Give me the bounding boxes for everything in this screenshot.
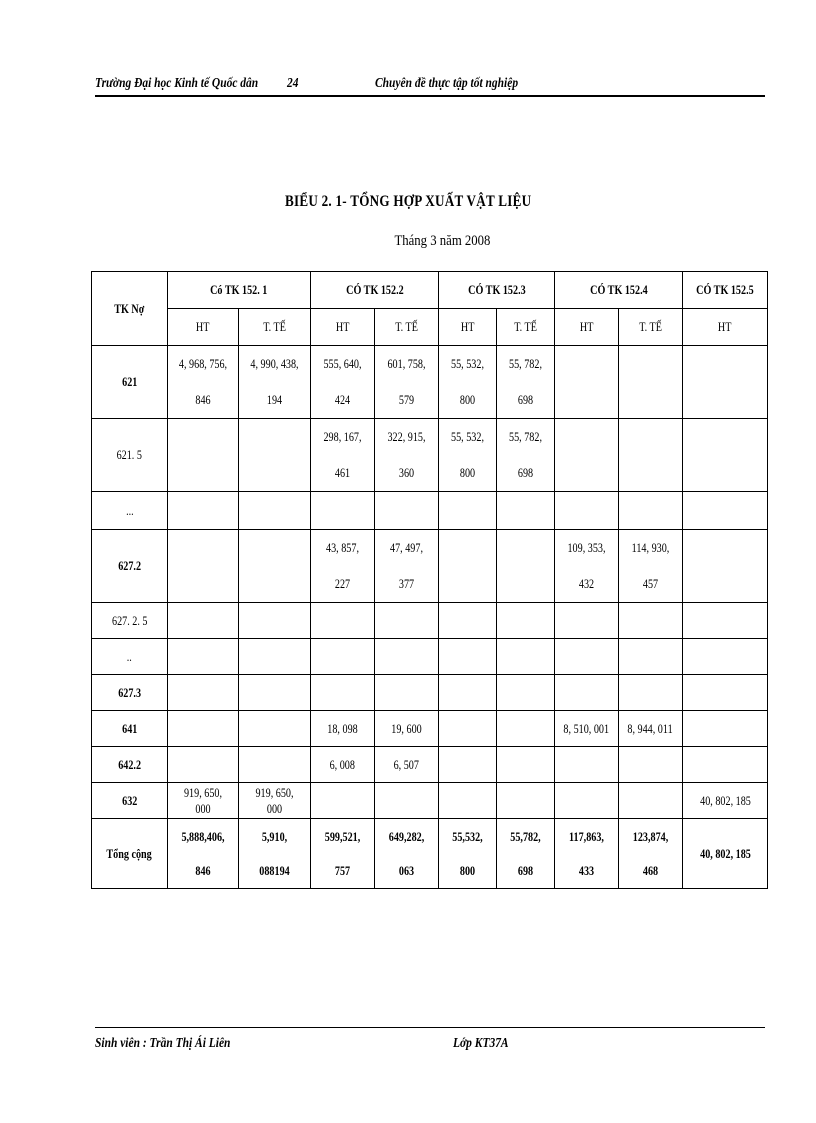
total-value-cell	[375, 819, 439, 889]
value-text: 919, 650, 000	[183, 784, 223, 816]
value-text: 601, 758, 579	[387, 356, 426, 407]
value-cell	[311, 783, 375, 819]
sub-header-text: HT	[460, 319, 475, 334]
value-cell	[168, 747, 239, 783]
header-tk-no	[92, 272, 168, 346]
sub-header-text: HT	[579, 319, 594, 334]
value-text: 8, 944, 011	[627, 720, 674, 736]
total-value-cell	[439, 819, 497, 889]
account-label: 627. 2. 5	[111, 612, 148, 628]
group-header	[555, 272, 683, 309]
value-cell	[168, 419, 239, 492]
value-cell	[375, 639, 439, 675]
total-value-cell	[619, 819, 683, 889]
value-text: 55, 782, 698	[509, 356, 542, 407]
total-value-cell	[168, 819, 239, 889]
value-text: 55, 532, 800	[451, 356, 484, 407]
value-cell	[239, 603, 311, 639]
header-rule	[95, 95, 765, 97]
total-label: Tổng cộng	[106, 845, 153, 861]
student-name: Sinh viên : Trần Thị Ái Liên	[95, 1036, 231, 1051]
value-cell	[168, 530, 239, 603]
account-cell	[92, 419, 168, 492]
total-row	[92, 819, 768, 889]
account-label: ...	[125, 502, 134, 518]
value-cell	[555, 492, 619, 530]
value-cell	[375, 747, 439, 783]
total-value-cell	[683, 819, 768, 889]
table-row	[92, 639, 768, 675]
value-cell	[497, 747, 555, 783]
group-header-text: CÓ TK 152.2	[345, 282, 404, 297]
account-label: 641	[121, 720, 138, 736]
table-row	[92, 346, 768, 419]
value-cell	[168, 675, 239, 711]
sub-header-cell	[497, 309, 555, 346]
account-label: 627.2	[118, 558, 141, 573]
value-cell	[497, 492, 555, 530]
account-label: 627.3	[118, 684, 141, 700]
value-cell	[683, 530, 768, 603]
value-text: 114, 930, 457	[631, 540, 670, 591]
value-cell	[497, 603, 555, 639]
account-cell	[92, 711, 168, 747]
value-text: 47, 497, 377	[390, 540, 423, 591]
account-cell	[92, 747, 168, 783]
value-cell	[439, 346, 497, 419]
group-header	[683, 272, 768, 309]
value-cell	[239, 419, 311, 492]
value-cell	[439, 783, 497, 819]
value-cell	[311, 639, 375, 675]
value-text: 4, 990, 438, 194	[250, 356, 299, 407]
sub-header-text: T. TẾ	[263, 319, 286, 334]
value-cell	[168, 346, 239, 419]
value-cell	[439, 639, 497, 675]
value-cell	[439, 711, 497, 747]
document-title-text: BIỂU 2. 1- TỔNG HỢP XUẤT VẬT LIỆU	[284, 193, 532, 210]
value-text: 55, 532, 800	[451, 429, 484, 480]
value-cell	[311, 346, 375, 419]
value-cell	[375, 675, 439, 711]
value-text: 919, 650, 000	[255, 784, 294, 816]
value-cell	[555, 783, 619, 819]
group-header	[168, 272, 311, 309]
table-row	[92, 783, 768, 819]
value-text: 40, 802, 185	[699, 792, 751, 808]
page-number: 24	[287, 76, 299, 91]
value-cell	[555, 711, 619, 747]
value-cell	[683, 346, 768, 419]
group-header-text: CÓ TK 152.5	[696, 282, 754, 297]
value-cell	[497, 711, 555, 747]
value-cell	[683, 603, 768, 639]
value-cell	[683, 639, 768, 675]
table-row	[92, 603, 768, 639]
sub-header-text: T. TẾ	[395, 319, 418, 334]
page-header	[95, 74, 765, 96]
value-cell	[619, 530, 683, 603]
document-title	[0, 193, 816, 211]
total-value-cell	[311, 819, 375, 889]
total-value: 55,532, 800	[452, 828, 483, 878]
sub-header-text: T. TẾ	[514, 319, 537, 334]
value-cell	[439, 492, 497, 530]
value-cell	[311, 603, 375, 639]
value-cell	[311, 419, 375, 492]
value-cell	[439, 419, 497, 492]
value-cell	[439, 530, 497, 603]
account-label: ..	[126, 648, 133, 664]
value-cell	[555, 346, 619, 419]
account-label: 621. 5	[116, 447, 143, 462]
value-cell	[311, 675, 375, 711]
value-cell	[619, 492, 683, 530]
account-cell	[92, 675, 168, 711]
value-cell	[555, 747, 619, 783]
value-cell	[683, 492, 768, 530]
sub-header-cell	[555, 309, 619, 346]
table-row	[92, 419, 768, 492]
value-cell	[683, 711, 768, 747]
value-cell	[439, 603, 497, 639]
group-header-text: Có TK 152. 1	[210, 282, 268, 297]
group-header-text: CÓ TK 152.4	[589, 282, 648, 297]
value-cell	[555, 603, 619, 639]
value-cell	[439, 675, 497, 711]
report-topic: Chuyên đề thực tập tốt nghiệp	[375, 76, 519, 91]
value-cell	[375, 603, 439, 639]
value-text: 19, 600	[391, 720, 422, 736]
value-cell	[683, 675, 768, 711]
document-subtitle-text: Tháng 3 năm 2008	[394, 233, 490, 249]
total-value: 40, 802, 185	[699, 845, 751, 861]
value-cell	[168, 492, 239, 530]
total-value: 117,863, 433	[569, 828, 604, 878]
value-cell	[619, 711, 683, 747]
sub-header-text: HT	[718, 319, 732, 334]
value-cell	[239, 711, 311, 747]
value-cell	[497, 346, 555, 419]
account-cell	[92, 530, 168, 603]
value-cell	[375, 492, 439, 530]
value-cell	[683, 419, 768, 492]
account-cell	[92, 346, 168, 419]
table-row	[92, 747, 768, 783]
value-text: 6, 008	[329, 756, 356, 772]
total-value: 123,874, 468	[632, 828, 669, 878]
value-cell	[555, 675, 619, 711]
total-value: 5,910, 088194	[259, 828, 290, 878]
value-text: 298, 167, 461	[323, 429, 362, 480]
page-footer	[95, 1036, 765, 1056]
value-cell	[497, 530, 555, 603]
header-tk-no-text: TK Nợ	[114, 300, 145, 316]
value-cell	[619, 419, 683, 492]
value-cell	[375, 346, 439, 419]
value-cell	[497, 419, 555, 492]
total-value: 599,521, 757	[324, 828, 361, 878]
value-cell	[497, 783, 555, 819]
value-text: 8, 510, 001	[563, 720, 610, 736]
value-text: 6, 507	[393, 756, 420, 772]
value-cell	[497, 675, 555, 711]
value-cell	[619, 603, 683, 639]
table-row	[92, 492, 768, 530]
class-name: Lớp KT37A	[453, 1036, 509, 1051]
account-cell	[92, 603, 168, 639]
value-cell	[311, 492, 375, 530]
value-text: 555, 640, 424	[323, 356, 362, 407]
sub-header-cell	[439, 309, 497, 346]
value-cell	[439, 747, 497, 783]
table-row	[92, 711, 768, 747]
value-cell	[239, 346, 311, 419]
value-cell	[619, 747, 683, 783]
total-label-cell	[92, 819, 168, 889]
value-cell	[239, 747, 311, 783]
account-cell	[92, 492, 168, 530]
value-cell	[168, 603, 239, 639]
sub-header-text: HT	[335, 319, 350, 334]
group-header-text: CÓ TK 152.3	[467, 282, 526, 297]
total-value-cell	[239, 819, 311, 889]
value-text: 322, 915, 360	[387, 429, 426, 480]
table-row	[92, 675, 768, 711]
value-text: 18, 098	[327, 720, 358, 736]
total-value: 649,282, 063	[388, 828, 425, 878]
sub-header-cell	[619, 309, 683, 346]
value-cell	[619, 639, 683, 675]
value-cell	[239, 492, 311, 530]
value-cell	[555, 530, 619, 603]
account-cell	[92, 639, 168, 675]
material-summary-table	[91, 271, 768, 889]
sub-header-text: T. TẾ	[639, 319, 662, 334]
value-cell	[375, 530, 439, 603]
account-label: 632	[121, 792, 138, 808]
account-label: 642.2	[118, 756, 141, 772]
sub-header-text: HT	[196, 319, 210, 334]
total-value-cell	[555, 819, 619, 889]
value-text: 109, 353, 432	[567, 540, 606, 591]
value-text: 43, 857, 227	[326, 540, 359, 591]
value-cell	[619, 783, 683, 819]
value-cell	[239, 783, 311, 819]
sub-header-cell	[375, 309, 439, 346]
value-cell	[375, 783, 439, 819]
value-cell	[619, 675, 683, 711]
document-subtitle	[0, 233, 816, 250]
sub-header-cell	[311, 309, 375, 346]
value-cell	[168, 783, 239, 819]
table-row	[92, 530, 768, 603]
sub-header-cell	[239, 309, 311, 346]
total-value-cell	[497, 819, 555, 889]
value-cell	[375, 419, 439, 492]
account-label: 621	[121, 374, 138, 389]
value-cell	[239, 639, 311, 675]
value-cell	[619, 346, 683, 419]
group-header	[439, 272, 555, 309]
account-cell	[92, 783, 168, 819]
value-cell	[311, 747, 375, 783]
value-cell	[311, 530, 375, 603]
group-header	[311, 272, 439, 309]
value-cell	[311, 711, 375, 747]
value-cell	[555, 639, 619, 675]
footer-rule	[95, 1027, 765, 1028]
total-value: 5,888,406, 846	[181, 828, 225, 878]
value-cell	[239, 530, 311, 603]
value-cell	[239, 675, 311, 711]
total-value: 55,782, 698	[510, 828, 541, 878]
sub-header-cell	[168, 309, 239, 346]
value-text: 55, 782, 698	[509, 429, 542, 480]
value-cell	[497, 639, 555, 675]
value-text: 4, 968, 756, 846	[178, 356, 228, 407]
value-cell	[168, 639, 239, 675]
value-cell	[683, 747, 768, 783]
value-cell	[168, 711, 239, 747]
value-cell	[375, 711, 439, 747]
school-name: Trường Đại học Kinh tế Quốc dân	[95, 76, 259, 91]
value-cell	[555, 419, 619, 492]
value-cell	[683, 783, 768, 819]
sub-header-cell	[683, 309, 768, 346]
